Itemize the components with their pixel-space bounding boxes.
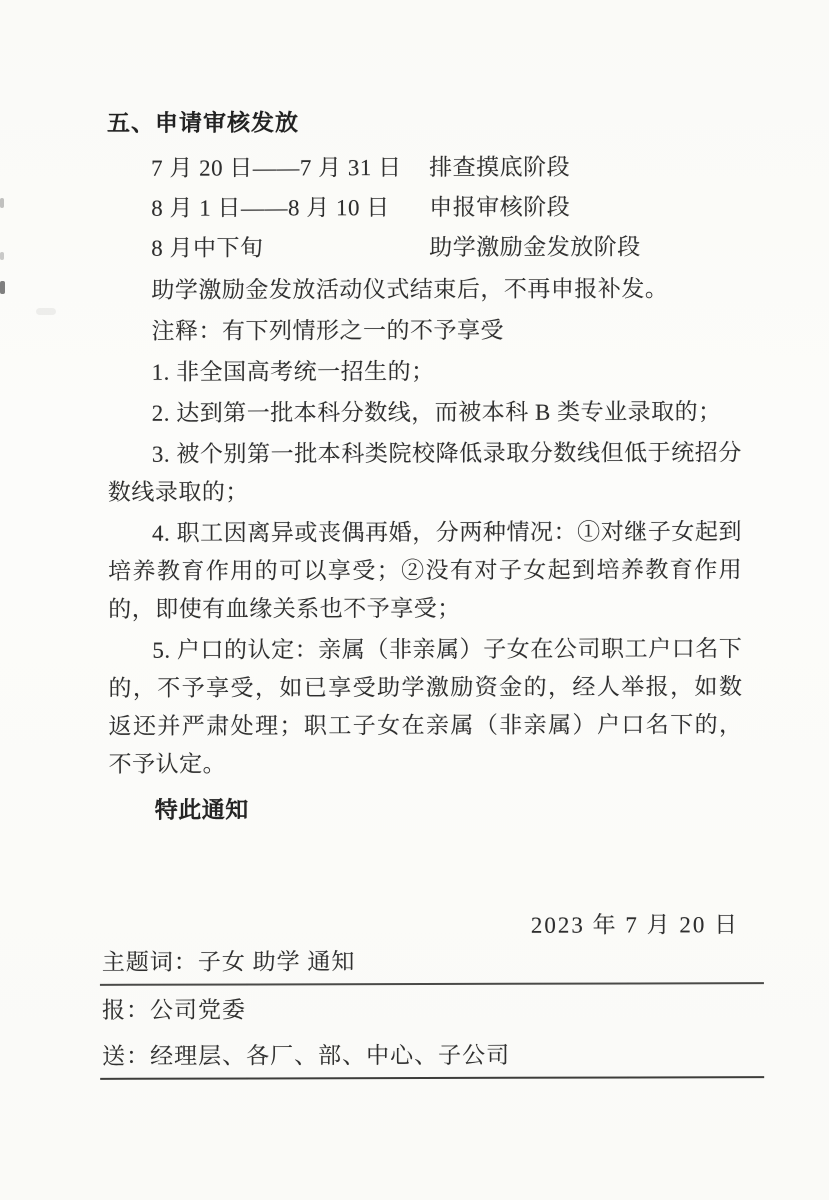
subject-label: 主题词： [101, 949, 198, 975]
scan-artifact [0, 281, 5, 294]
schedule-phase: 助学激励金发放阶段 [429, 234, 641, 260]
paragraph-item-2: 2. 达到第一批本科分数线，而被本科 B 类专业录取的； [151, 399, 722, 426]
subject-value: 子女 助学 通知 [197, 949, 356, 975]
schedule-phase: 申报审核阶段 [429, 194, 571, 220]
schedule-period: 8 月 1 日——8 月 10 日 [151, 195, 390, 221]
paragraph-item-5: 5. 户口的认定：亲属（非亲属）子女在公司职工户口名下的，不予享受，如已享受助学激励资金的，经人举报，如数返还并严肃处理；职工子女在亲属（非亲属）户口名下的，不予认定。 [108, 636, 743, 777]
schedule-period: 7 月 20 日——7 月 31 日 [151, 155, 402, 181]
schedule-phase: 排查摸底阶段 [429, 154, 571, 180]
subject-row [100, 939, 764, 986]
schedule-table [107, 147, 741, 269]
report-label: 报： [101, 997, 151, 1023]
paragraph-notes-intro: 注释：有下列情形之一的不予享受 [151, 317, 505, 344]
schedule-period: 8 月中下旬 [151, 235, 264, 261]
report-row [100, 987, 764, 1032]
report-value: 公司党委 [149, 997, 247, 1023]
schedule-row [107, 147, 741, 189]
send-value: 经理层、各厂、部、中心、子公司 [150, 1042, 511, 1069]
document-footer [100, 939, 764, 1080]
scan-artifact [36, 308, 56, 315]
closing-note: 特此通知 [154, 797, 249, 823]
scan-artifact [0, 198, 4, 208]
paragraph-item-1: 1. 非全国高考统一招生的； [151, 358, 435, 385]
schedule-row [107, 227, 741, 269]
section-heading: 五、申请审核发放 [106, 110, 299, 136]
paragraph-item-4: 4. 职工因离异或丧偶再婚，分两种情况：①对继子女起到培养教育作用的可以享受；②没有对子女起到培养教育作用的，即使有血缘关系也不予享受； [108, 519, 743, 622]
schedule-row [107, 187, 741, 229]
scan-artifact [0, 252, 4, 260]
document-date: 2023 年 7 月 20 日 [530, 912, 740, 938]
document-body [107, 103, 743, 946]
send-label: 送： [102, 1043, 151, 1069]
send-row [100, 1033, 764, 1080]
paragraph-no-reissue: 助学激励金发放活动仪式结束后，不再申报补发。 [151, 276, 669, 303]
paragraph-item-3: 3. 被个别第一批本科类院校降低录取分数线但低于统招分数线录取的； [107, 440, 742, 505]
